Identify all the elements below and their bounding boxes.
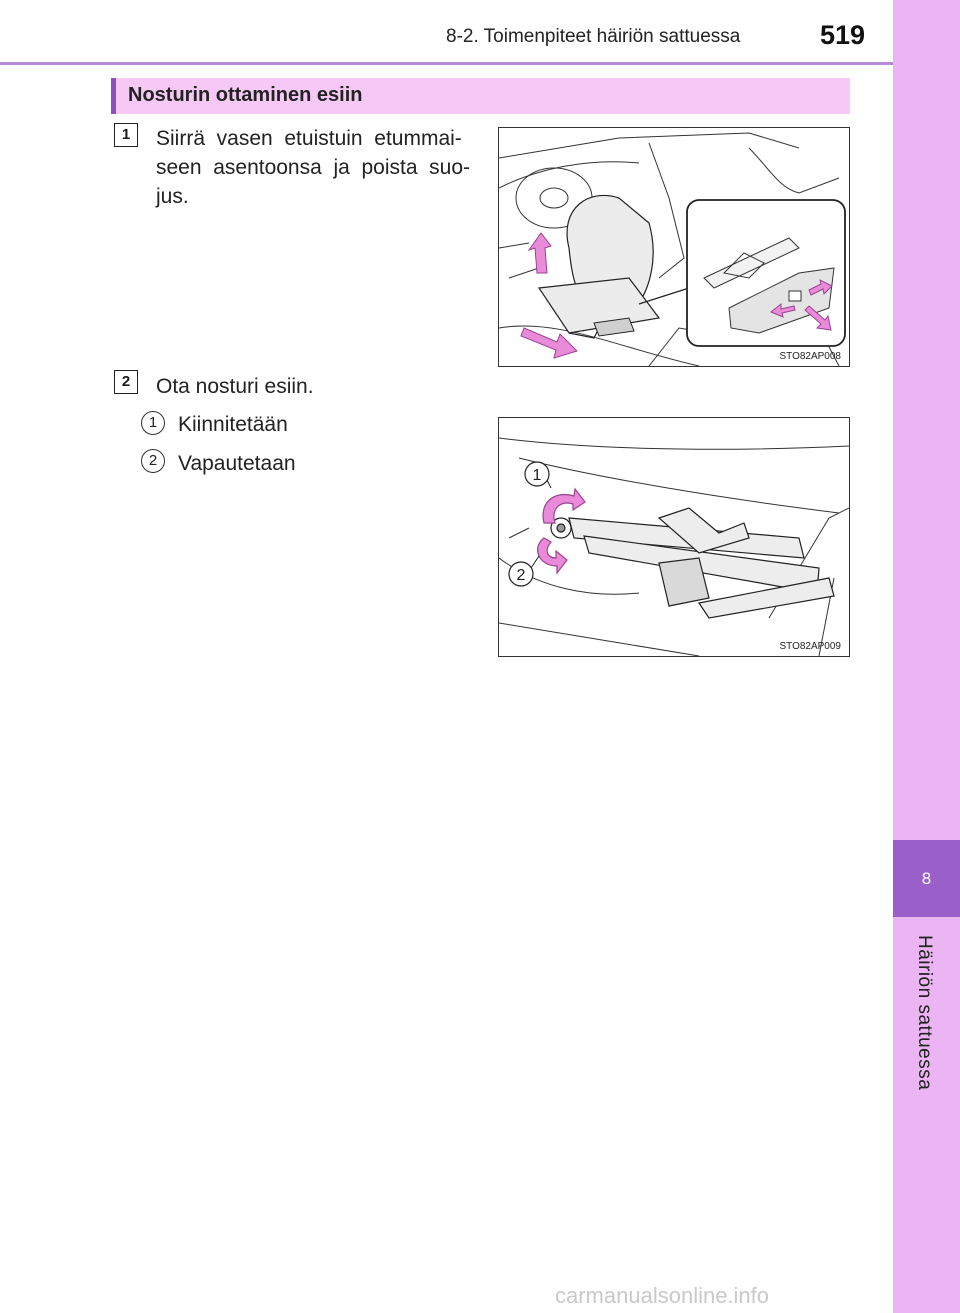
chapter-label: Häiriön sattuessa [914,935,935,1091]
sub-item-2-number: 2 [141,449,165,473]
sub-item-1-number: 1 [141,411,165,435]
seat-illustration [498,127,850,367]
jack-drawing [499,418,849,656]
chapter-side-tab[interactable] [893,0,960,1313]
step-1-text [156,124,476,211]
step-1-line-2: seen asentoonsa ja poista suo- [156,156,471,179]
step-1-line-1: Siirrä vasen etuistuin etummai- [156,127,462,150]
header-divider [0,62,893,65]
step-1-line-3: jus. [156,185,189,208]
image-code-1: STO82AP008 [779,351,841,362]
callout-1: 1 [532,467,542,484]
jack-callouts [509,462,551,586]
sub-item-1-label: Kiinnitetään [178,413,288,436]
step-1-badge: 1 [114,123,138,147]
watermark: carmanualsonline.info [555,1283,770,1308]
jack-illustration [498,417,850,657]
image-code-2: STO82AP009 [779,641,841,652]
callout-2: 2 [516,567,526,584]
section-header [111,78,850,114]
chapter-number: 8 [893,840,960,917]
section-title: Nosturin ottaminen esiin [128,84,363,106]
seat-drawing [499,128,849,366]
step-2-badge: 2 [114,370,138,394]
page-number: 519 [820,20,866,50]
chapter-title: 8-2. Toimenpiteet häiriön sattuessa [446,26,741,47]
step-2-text: Ota nosturi esiin. [156,375,314,398]
sub-item-2-label: Vapautetaan [178,452,296,475]
